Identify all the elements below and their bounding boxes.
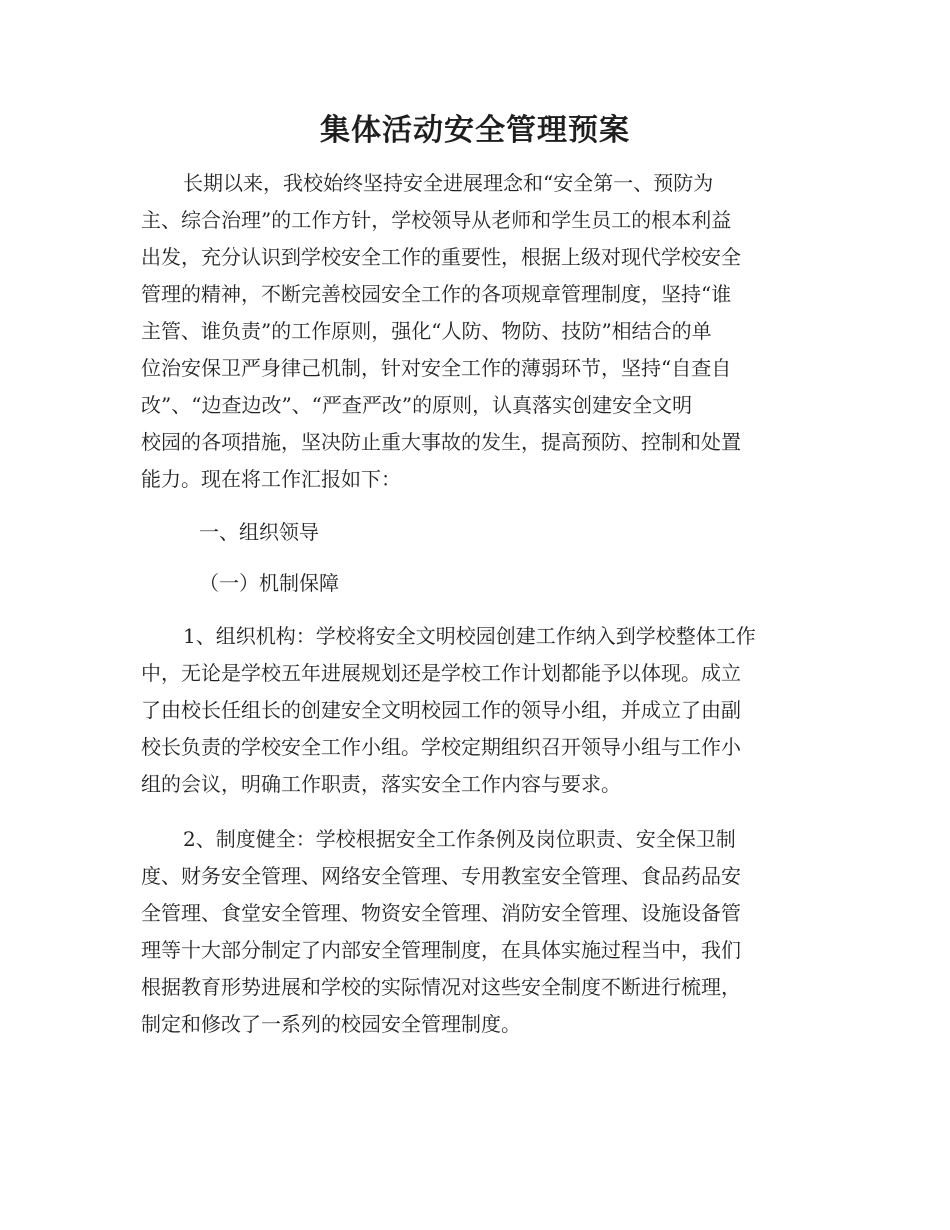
subsection-heading: （一）机制保障 xyxy=(199,571,339,595)
item2-line: 2、制度健全：学校根据安全工作条例及岗位职责、安全保卫制 xyxy=(183,827,736,851)
intro-line: 能力。现在将工作汇报如下： xyxy=(141,467,401,491)
item1-line: 1、组织机构：学校将安全文明校园创建工作纳入到学校整体工作 xyxy=(183,624,756,648)
section-heading: 一、组织领导 xyxy=(199,520,319,544)
document-title: 集体活动安全管理预案 xyxy=(320,113,630,148)
intro-line: 主、综合治理”的工作方针，学校领导从老师和学生员工的根本利益 xyxy=(141,208,732,232)
item1-line: 校长负责的学校安全工作小组。学校定期组织召开领导小组与工作小 xyxy=(141,735,741,759)
intro-line: 主管、谁负责”的工作原则，强化“人防、物防、技防”相结合的单 xyxy=(141,319,712,343)
intro-line: 校园的各项措施，坚决防止重大事故的发生，提高预防、控制和处置 xyxy=(141,430,741,454)
intro-line: 管理的精神，不断完善校园安全工作的各项规章管理制度，坚持“谁 xyxy=(141,282,732,306)
intro-line: 位治安保卫严身律己机制，针对安全工作的薄弱环节，坚持“自查自 xyxy=(141,356,732,380)
intro-line: 出发，充分认识到学校安全工作的重要性，根据上级对现代学校安全 xyxy=(141,245,741,269)
item2-line: 根据教育形势进展和学校的实际情况对这些安全制度不断进行梳理， xyxy=(141,975,741,999)
item2-line: 理等十大部分制定了内部安全管理制度，在具体实施过程当中，我们 xyxy=(141,938,741,962)
intro-line: 改”、“边查边改”、“严查严改”的原则，认真落实创建安全文明 xyxy=(141,393,693,417)
intro-line: 长期以来，我校始终坚持安全进展理念和“安全第一、预防为 xyxy=(183,171,714,195)
item2-line: 度、财务安全管理、网络安全管理、专用教室安全管理、食品药品安 xyxy=(141,864,741,888)
item2-line: 全管理、食堂安全管理、物资安全管理、消防安全管理、设施设备管 xyxy=(141,901,741,925)
item1-line: 了由校长任组长的创建安全文明校园工作的领导小组，并成立了由副 xyxy=(141,698,741,722)
item2-line: 制定和修改了一系列的校园安全管理制度。 xyxy=(141,1012,521,1036)
item1-line: 组的会议，明确工作职责，落实安全工作内容与要求。 xyxy=(141,772,621,796)
item1-line: 中，无论是学校五年进展规划还是学校工作计划都能予以体现。成立 xyxy=(141,661,741,685)
